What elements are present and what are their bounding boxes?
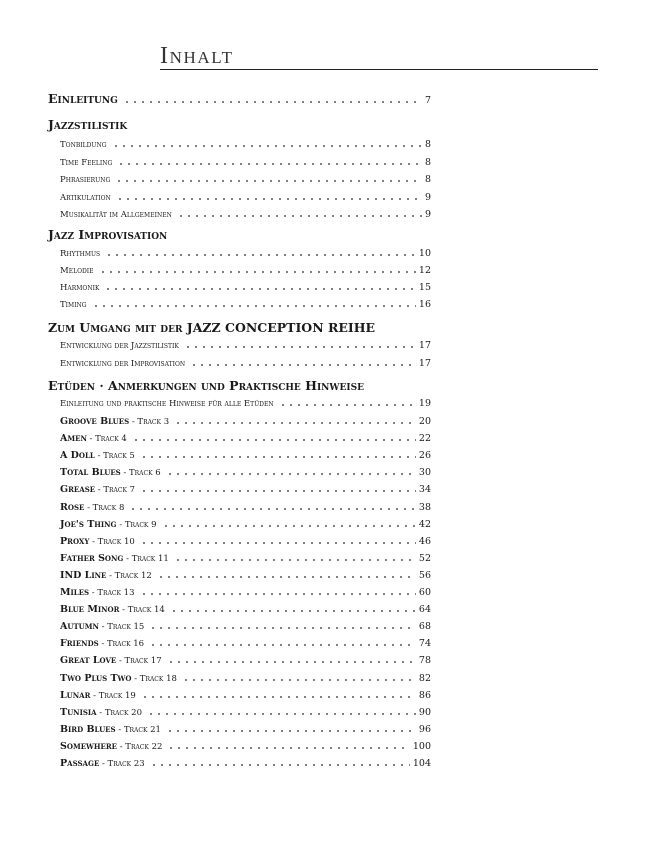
toc-page-number: 34 [418, 484, 431, 496]
toc-entry-label: Time Feeling [60, 157, 113, 168]
page-title: Inhalt [160, 43, 234, 69]
toc-entry-etude[interactable] [60, 584, 431, 598]
toc-page-number: 20 [418, 416, 431, 427]
toc-page-number: 38 [418, 501, 431, 513]
toc-entry-etude[interactable] [60, 567, 431, 581]
etude-title: Amen [60, 433, 87, 445]
dot-leader [129, 508, 416, 510]
toc-entry-etude[interactable] [60, 618, 431, 632]
toc-entry-label: Timing [60, 300, 87, 310]
etude-title: Grease [60, 484, 96, 496]
dot-leader [162, 525, 416, 527]
toc-page-number: 17 [418, 357, 431, 369]
etude-track: - Track 6 [120, 468, 161, 479]
toc-page-number: 12 [418, 265, 431, 276]
dot-leader [140, 593, 416, 595]
toc-entry[interactable] [60, 355, 431, 369]
toc-entry-label [60, 433, 127, 444]
dot-leader [166, 473, 416, 475]
toc-entry[interactable] [60, 337, 431, 351]
etude-title: Proxy [60, 535, 90, 547]
dot-leader [104, 288, 415, 290]
etude-track: - Track 3 [129, 417, 170, 427]
dot-leader [184, 346, 416, 348]
toc-entry-label [60, 587, 135, 598]
toc-page-number: 19 [418, 398, 431, 409]
toc-entry-etude[interactable] [60, 721, 431, 735]
dot-leader [115, 180, 422, 182]
section-heading-jazzstilistik: Jazzstilistik [48, 117, 128, 132]
etude-track: - Track 18 [131, 673, 177, 684]
etude-title: Tunisia [60, 706, 97, 718]
dot-leader [170, 610, 416, 612]
dot-leader [116, 198, 422, 200]
dot-leader [174, 422, 416, 424]
etude-track: - Track 17 [116, 656, 162, 667]
toc-entry-label [60, 502, 124, 513]
etude-track: - Track 12 [106, 570, 152, 581]
toc-entry-etueden-intro[interactable] [60, 395, 431, 409]
etude-title: Rose [60, 501, 85, 513]
etude-track: - Track 19 [90, 690, 136, 701]
toc-entry-label: Phrasierung [60, 175, 111, 185]
etude-track: - Track 9 [116, 519, 157, 530]
toc-page-number: 52 [418, 552, 431, 564]
dot-leader [92, 305, 416, 307]
etude-title: Total Blues [60, 467, 121, 479]
toc-entry-label: Tonbildung [60, 140, 107, 150]
toc-entry-label: Entwicklung der Jazzstilistik [60, 341, 179, 351]
toc-entry-etude[interactable] [60, 687, 431, 701]
dot-leader [150, 764, 410, 766]
dot-leader [279, 404, 416, 406]
etude-track: - Track 22 [117, 741, 163, 752]
etude-title: Bird Blues [60, 723, 116, 735]
toc-page-number: 64 [418, 604, 431, 616]
toc-entry-label [60, 416, 169, 427]
section-heading-etueden: Etüden · Anmerkungen und Praktische Hinweise [48, 378, 364, 393]
toc-page-number: 30 [418, 467, 431, 479]
toc-entry-label [60, 450, 135, 461]
dot-leader [140, 456, 416, 458]
toc-entry[interactable] [60, 279, 431, 293]
toc-entry-etude[interactable] [60, 670, 431, 684]
toc-entry-label: Einleitung und praktische Hinweise für alle Etüden [60, 399, 274, 409]
toc-entry-label [60, 690, 136, 701]
toc-page-number: 74 [418, 638, 431, 650]
title-rule [160, 69, 598, 70]
toc-entry-label [60, 604, 165, 615]
toc-entry-etude[interactable] [60, 755, 431, 769]
toc-page-number: 100 [412, 740, 431, 752]
dot-leader [123, 101, 422, 103]
etude-title: Miles [60, 587, 90, 598]
etude-title: Autumn [60, 621, 99, 633]
toc-page-number: 68 [418, 621, 431, 633]
dot-leader [174, 559, 416, 561]
dot-leader [190, 364, 416, 366]
dot-leader [177, 215, 422, 217]
toc-entry-label [60, 638, 144, 649]
etude-track: - Track 21 [115, 724, 161, 735]
toc-page-number: 78 [418, 655, 431, 667]
toc-entry-etude[interactable] [60, 430, 431, 444]
toc-entry-label [60, 467, 161, 478]
toc-entry[interactable] [60, 171, 431, 185]
toc-page-number: 104 [412, 758, 431, 769]
etude-track: - Track 10 [89, 536, 135, 547]
toc-entry-label: Rhythmus [60, 249, 101, 259]
toc-entry[interactable] [60, 154, 431, 168]
dot-leader [140, 542, 416, 544]
dot-leader [166, 730, 416, 732]
toc-page-number: 8 [424, 174, 431, 185]
toc-entry-label: Melodie [60, 266, 94, 276]
toc-page-number: 10 [418, 248, 431, 259]
toc-entry-etude[interactable] [60, 635, 431, 649]
etude-title: Joe's Thing [60, 518, 117, 530]
etude-track: - Track 13 [89, 588, 135, 598]
toc-page-number: 8 [424, 139, 431, 150]
toc-entry-label: Artikulation [60, 192, 111, 203]
etude-title: Somewhere [60, 740, 118, 752]
toc-entry-etude[interactable] [60, 533, 431, 547]
toc-entry-label [60, 519, 157, 530]
toc-entry-label [60, 570, 152, 581]
etude-track: - Track 23 [99, 759, 145, 769]
toc-page-number: 9 [424, 209, 431, 220]
toc-entry[interactable] [60, 245, 431, 259]
etude-track: - Track 20 [96, 707, 142, 718]
toc-page-number: 26 [418, 450, 431, 462]
toc-entry-etude[interactable] [60, 413, 431, 427]
toc-entry-etude[interactable] [60, 652, 431, 666]
toc-page-number: 17 [418, 340, 431, 351]
etude-track: - Track 8 [84, 502, 125, 513]
toc-page-number: 9 [424, 191, 431, 203]
dot-leader [141, 696, 416, 698]
section-heading-improvisation: Jazz Improvisation [48, 227, 168, 242]
toc-entry-etude[interactable] [60, 738, 431, 752]
dot-leader [167, 747, 409, 749]
toc-entry-etude[interactable] [60, 550, 431, 564]
toc-entry-label: Einleitung [48, 91, 118, 106]
toc-page-number: 82 [418, 672, 431, 684]
toc-page-number: 8 [424, 156, 431, 168]
etude-track: - Track 5 [94, 451, 135, 462]
dot-leader [99, 271, 416, 273]
dot-leader [147, 713, 416, 715]
toc-entry-label [60, 707, 142, 718]
etude-track: - Track 16 [98, 639, 145, 650]
etude-title: Father Song [60, 552, 124, 564]
etude-track: - Track 11 [123, 553, 169, 564]
toc-page-number: 86 [418, 689, 431, 701]
toc-entry-label: Musikalität im Allgemeinen [60, 210, 172, 220]
toc-entry-label [60, 553, 169, 564]
etude-track: - Track 7 [95, 485, 136, 496]
dot-leader [149, 627, 416, 629]
toc-entry-etude[interactable] [60, 481, 431, 495]
toc-page-number: 7 [424, 95, 431, 106]
toc-entry-label [60, 621, 144, 632]
dot-leader [157, 576, 416, 578]
toc-entry-etude[interactable] [60, 447, 431, 461]
toc-entry[interactable] [60, 136, 431, 150]
dot-leader [149, 644, 416, 646]
dot-leader [117, 163, 422, 165]
toc-page-number: 56 [418, 569, 431, 581]
etude-title: Blue Minor [60, 604, 120, 616]
dot-leader [112, 145, 422, 147]
toc-entry-label [60, 741, 162, 752]
etude-track: - Track 14 [119, 605, 165, 616]
toc-entry-label [60, 484, 135, 495]
etude-track: - Track 15 [98, 622, 145, 633]
etude-title: Great Love [60, 655, 117, 667]
dot-leader [167, 661, 416, 663]
toc-entry[interactable] [60, 262, 431, 276]
etude-title: Friends [60, 638, 99, 650]
toc-page-number: 96 [418, 723, 431, 735]
section-heading-umgang: Zum Umgang mit der JAZZ CONCEPTION REIHE [48, 320, 376, 335]
toc-entry-label [60, 758, 145, 769]
toc-page-number: 15 [418, 282, 431, 293]
toc-entry[interactable] [60, 296, 431, 310]
toc-entry-einleitung[interactable] [48, 92, 431, 106]
toc-page-number: 16 [418, 299, 431, 310]
etude-title: Passage [60, 758, 100, 769]
toc-entry-label [60, 724, 161, 735]
toc-entry-label [60, 536, 135, 547]
etude-title: Lunar [60, 689, 91, 701]
dot-leader [105, 254, 416, 256]
toc-entry-etude[interactable] [60, 704, 431, 718]
toc-page-number: 42 [418, 518, 431, 530]
toc-entry-etude[interactable] [60, 516, 431, 530]
toc-page-number: 90 [418, 706, 431, 718]
toc-page-number: 60 [418, 587, 431, 598]
dot-leader [140, 490, 416, 492]
etude-title: Groove Blues [60, 416, 130, 427]
toc-entry[interactable] [60, 189, 431, 203]
toc-entry-label: Harmonik [60, 283, 100, 293]
toc-entry-label [60, 655, 162, 666]
etude-title: A Doll [60, 450, 95, 462]
toc-entry-etude[interactable] [60, 464, 431, 478]
toc-entry[interactable] [60, 206, 431, 220]
etude-title: IND Line [60, 569, 107, 581]
toc-entry-etude[interactable] [60, 499, 431, 513]
dot-leader [182, 679, 416, 681]
toc-entry-label [60, 673, 177, 684]
toc-page-number: 22 [418, 433, 431, 445]
toc-page-number: 46 [418, 535, 431, 547]
dot-leader [132, 439, 416, 441]
toc-entry-etude[interactable] [60, 601, 431, 615]
etude-title: Two Plus Two [60, 672, 132, 684]
toc-entry-label: Entwicklung der Improvisation [60, 358, 186, 369]
etude-track: - Track 4 [86, 434, 127, 445]
